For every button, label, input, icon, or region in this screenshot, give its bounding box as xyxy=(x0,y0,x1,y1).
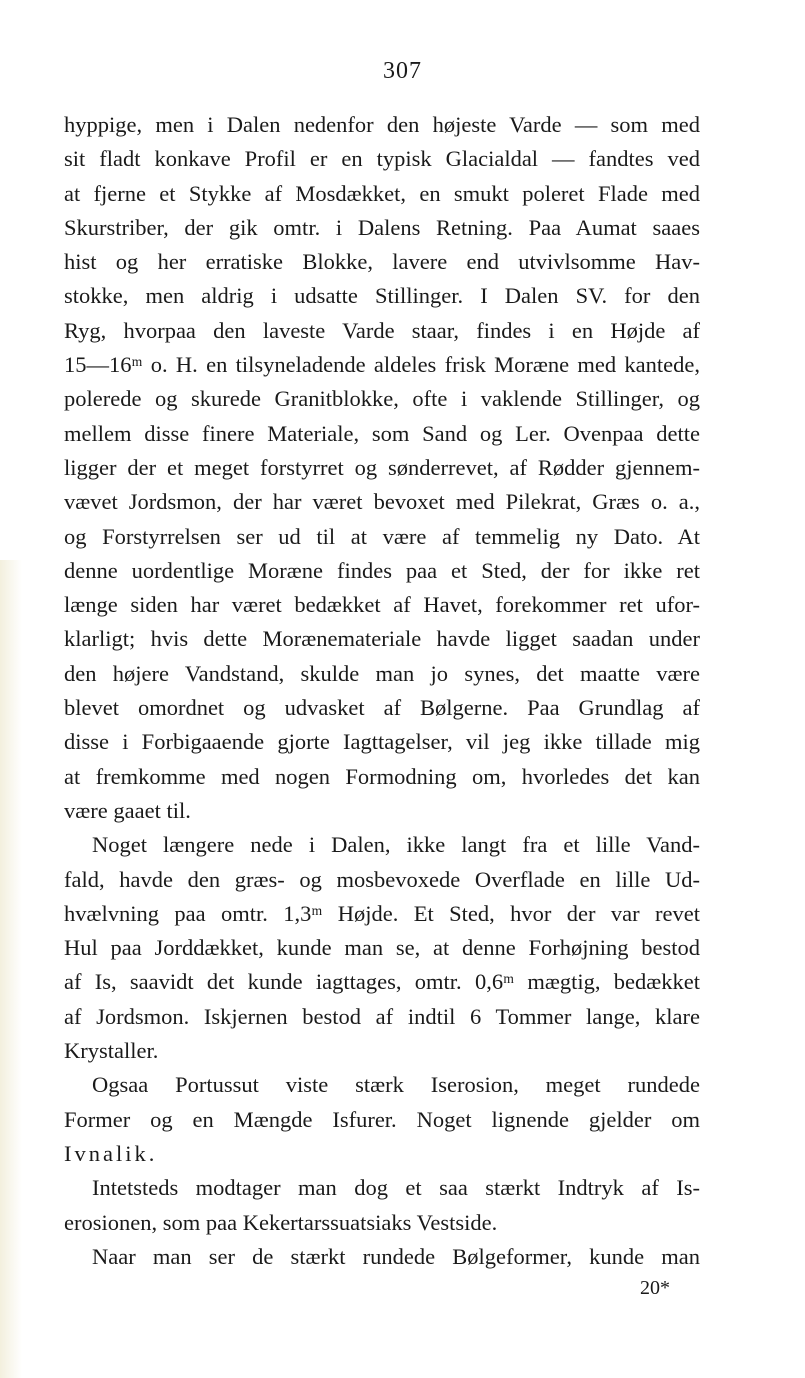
text-line: ligger der et meget forstyrret og sønderrevet, af Rødder gjennem- xyxy=(64,454,700,480)
text-line: polerede og skurede Granitblokke, ofte i vaklende Stillinger, og xyxy=(64,386,700,412)
page-number: 307 xyxy=(383,58,422,84)
text-line: sit fladt konkave Profil er en typisk Glacialdal — fandtes ved xyxy=(64,146,700,172)
text-line: Krystaller. xyxy=(64,1038,159,1064)
text-line: denne uordentlige Moræne findes paa et Sted, der for ikke ret xyxy=(64,557,700,583)
text-line: stokke, men aldrig i udsatte Stillinger. I Dalen SV. for den xyxy=(64,283,700,309)
text-line: være gaaet til. xyxy=(64,797,191,823)
text-line: Noget længere nede i Dalen, ikke langt fra et lille Vand- xyxy=(92,832,700,858)
text-line: 15—16ᵐ o. H. en tilsyneladende aldeles frisk Moræne med kantede, xyxy=(64,352,700,378)
text-line: hyppige, men i Dalen nedenfor den højeste Varde — som med xyxy=(64,112,700,137)
text-line: at fremkomme med nogen Formodning om, hvorledes det kan xyxy=(64,763,700,789)
text-line: hvælvning paa omtr. 1,3ᵐ Højde. Et Sted, hvor der var revet xyxy=(64,900,700,926)
text-line: Ryg, hvorpaa den laveste Varde staar, findes i en Højde af xyxy=(64,317,700,343)
text-line: erosionen, som paa Kekertarssuatsiaks Vestside. xyxy=(64,1209,498,1235)
text-line: af Jordsmon. Iskjernen bestod af indtil 6 Tommer lange, klare xyxy=(64,1003,700,1029)
text-line: Intetsteds modtager man dog et saa stærkt Indtryk af Is- xyxy=(92,1175,700,1201)
text-line: klarligt; hvis dette Morænemateriale havde ligget saadan under xyxy=(64,626,700,652)
text-line: og Forstyrrelsen ser ud til at være af temmelig ny Dato. At xyxy=(64,523,700,549)
text-line: Naar man ser de stærkt rundede Bølgeformer, kunde man xyxy=(92,1243,700,1269)
text-line: af Is, saavidt det kunde iagttages, omtr. 0,6ᵐ mægtig, bedækket xyxy=(64,969,700,995)
text-line: den højere Vandstand, skulde man jo synes, det maatte være xyxy=(64,660,700,686)
text-line: blevet omordnet og udvasket af Bølgerne. Paa Grundlag af xyxy=(64,695,700,721)
text-line: Former og en Mængde Isfurer. Noget lignende gjelder om xyxy=(64,1106,700,1132)
text-line: vævet Jordsmon, der har været bevoxet med Pilekrat, Græs o. a., xyxy=(64,489,700,515)
text-line: Hul paa Jorddækket, kunde man se, at denne Forhøjning bestod xyxy=(64,935,700,961)
page-edge-shadow xyxy=(0,560,22,1378)
text-line: Ogsaa Portussut viste stærk Iserosion, meget rundede xyxy=(92,1072,700,1098)
printer-signature: 20* xyxy=(640,1277,670,1299)
text-line: fald, havde den græs- og mosbevoxede Overflade en lille Ud- xyxy=(64,866,700,892)
text-line: Ivnalik. xyxy=(64,1140,158,1166)
text-line: disse i Forbigaaende gjorte Iagttagelser, vil jeg ikke tillade mig xyxy=(64,729,700,755)
text-line: længe siden har været bedækket af Havet, forekommer ret ufor- xyxy=(64,592,700,618)
text-line: at fjerne et Stykke af Mosdækket, en smukt poleret Flade med xyxy=(64,180,700,206)
text-line: Skurstriber, der gik omtr. i Dalens Retning. Paa Aumat saaes xyxy=(64,214,700,240)
text-line: mellem disse finere Materiale, som Sand og Ler. Ovenpaa dette xyxy=(64,420,700,446)
text-line: hist og her erratiske Blokke, lavere end utvivlsomme Hav- xyxy=(64,249,700,275)
body-text xyxy=(64,108,700,1274)
